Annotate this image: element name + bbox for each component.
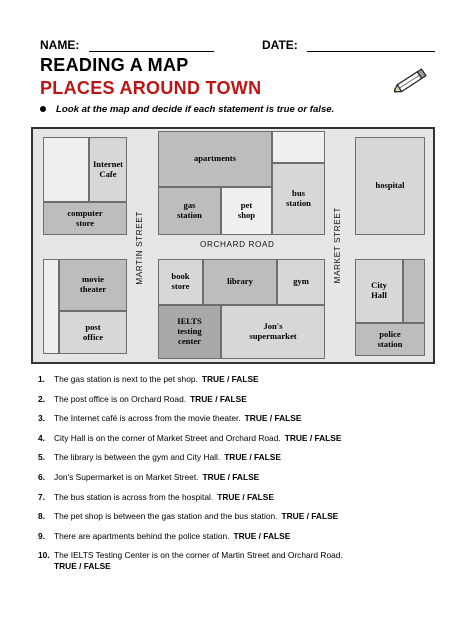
question-item (40, 433, 450, 444)
question-number: 10. (38, 550, 50, 561)
question-number: 4. (38, 432, 45, 443)
question-text: There are apartments behind the police station. (54, 530, 230, 541)
true-false-option[interactable]: TRUE / FALSE (190, 393, 247, 404)
page-subtitle: PLACES AROUND TOWN (40, 78, 262, 98)
ielts-label: IELTS testing center (177, 316, 202, 346)
pet-shop-label: pet shop (237, 200, 256, 220)
question-number: 3. (38, 413, 45, 424)
place-gas-station (158, 187, 221, 235)
true-false-option[interactable]: TRUE / FALSE (201, 374, 259, 384)
question-text: The Internet café is across from the movie theater. (54, 413, 241, 424)
question-number: 8. (38, 511, 45, 522)
question-item (40, 531, 450, 542)
martin-street-label: MARTIN STREET (135, 211, 144, 285)
instruction-text: Look at the map and decide if each statement is true or false. (56, 104, 335, 115)
question-number: 5. (38, 452, 45, 463)
block-left-top-blank (43, 137, 89, 202)
internet-cafe-label: Internet Cafe (92, 158, 124, 179)
bullet-icon (40, 106, 46, 112)
place-library (203, 259, 277, 305)
question-item (40, 413, 450, 424)
question-item (40, 452, 450, 463)
place-ielts-center (158, 305, 221, 359)
book-store-label: book store (171, 271, 190, 291)
question-list (40, 374, 450, 581)
question-text: The post office is on Orchard Road. (54, 393, 187, 404)
police-station-label: police station (377, 328, 403, 349)
question-number: 1. (38, 374, 45, 384)
city-hall-label: City Hall (371, 280, 387, 300)
place-city-hall (355, 259, 403, 323)
pencil-icon (394, 64, 430, 96)
place-hospital (355, 137, 425, 235)
question-text: The gas station is next to the pet shop. (54, 374, 198, 384)
block-right-bottom-grey (403, 259, 425, 323)
hospital-label: hospital (375, 180, 405, 191)
question-text: The pet shop is between the gas station and the bus station. (54, 511, 278, 522)
question-item (40, 472, 450, 483)
computer-store-label: computer store (67, 207, 103, 228)
post-office-label: post office (82, 321, 104, 342)
question-text: The library is between the gym and City Hall. (54, 452, 221, 463)
place-gym (277, 259, 325, 305)
true-false-option[interactable]: TRUE / FALSE (202, 471, 260, 482)
bus-station-label: bus station (286, 188, 311, 208)
jons-label: Jon's supermarket (249, 321, 297, 341)
instruction (40, 104, 334, 115)
place-computer-store (43, 202, 127, 235)
place-movie-theater (59, 259, 127, 311)
date-field[interactable] (262, 38, 435, 52)
gas-station-label: gas station (177, 200, 202, 220)
apartments-label: apartments (193, 153, 236, 164)
question-item (40, 511, 450, 522)
question-number: 6. (38, 471, 45, 482)
place-pet-shop (221, 187, 272, 235)
place-police-station (355, 323, 425, 356)
library-label: library (227, 276, 253, 287)
market-street-label: MARKET STREET (333, 207, 342, 284)
block-mid-top-blank (272, 131, 325, 163)
question-text: The IELTS Testing Center is on the corner of Martin Street and Orchard Road. (54, 550, 343, 561)
town-map (31, 127, 435, 364)
question-number: 2. (38, 393, 45, 404)
place-jons-supermarket (221, 305, 325, 359)
movie-theater-label: movie theater (79, 274, 107, 294)
place-post-office (59, 311, 127, 354)
place-bus-station (272, 163, 325, 235)
question-item (40, 374, 450, 385)
true-false-option[interactable]: TRUE / FALSE (281, 511, 339, 522)
question-text: Jon's Supermarket is on Market Street. (54, 471, 199, 482)
orchard-road-label: ORCHARD ROAD (200, 240, 275, 249)
true-false-option[interactable]: TRUE / FALSE (233, 530, 291, 541)
question-item (40, 394, 450, 405)
place-apartments (158, 131, 272, 187)
question-text: The bus station is across from the hospital. (54, 491, 214, 502)
question-item (40, 492, 450, 503)
true-false-option[interactable]: TRUE / FALSE (54, 561, 111, 572)
name-field[interactable] (40, 38, 214, 52)
place-internet-cafe (89, 137, 127, 202)
true-false-option[interactable]: TRUE / FALSE (224, 452, 281, 463)
date-label: DATE: (262, 38, 298, 52)
true-false-option[interactable]: TRUE / FALSE (244, 413, 302, 424)
true-false-option[interactable]: TRUE / FALSE (217, 491, 274, 502)
question-number: 7. (38, 491, 45, 502)
true-false-option[interactable]: TRUE / FALSE (284, 432, 342, 443)
name-line[interactable] (89, 41, 214, 52)
place-book-store (158, 259, 203, 305)
block-left-bottom-blank (43, 259, 59, 354)
question-number: 9. (38, 530, 45, 541)
question-item (40, 550, 450, 572)
name-label: NAME: (40, 38, 80, 52)
page-title: READING A MAP (40, 55, 189, 75)
gym-label: gym (293, 276, 309, 287)
question-text: City Hall is on the corner of Market Street and Orchard Road. (54, 432, 281, 443)
date-line[interactable] (307, 41, 435, 52)
